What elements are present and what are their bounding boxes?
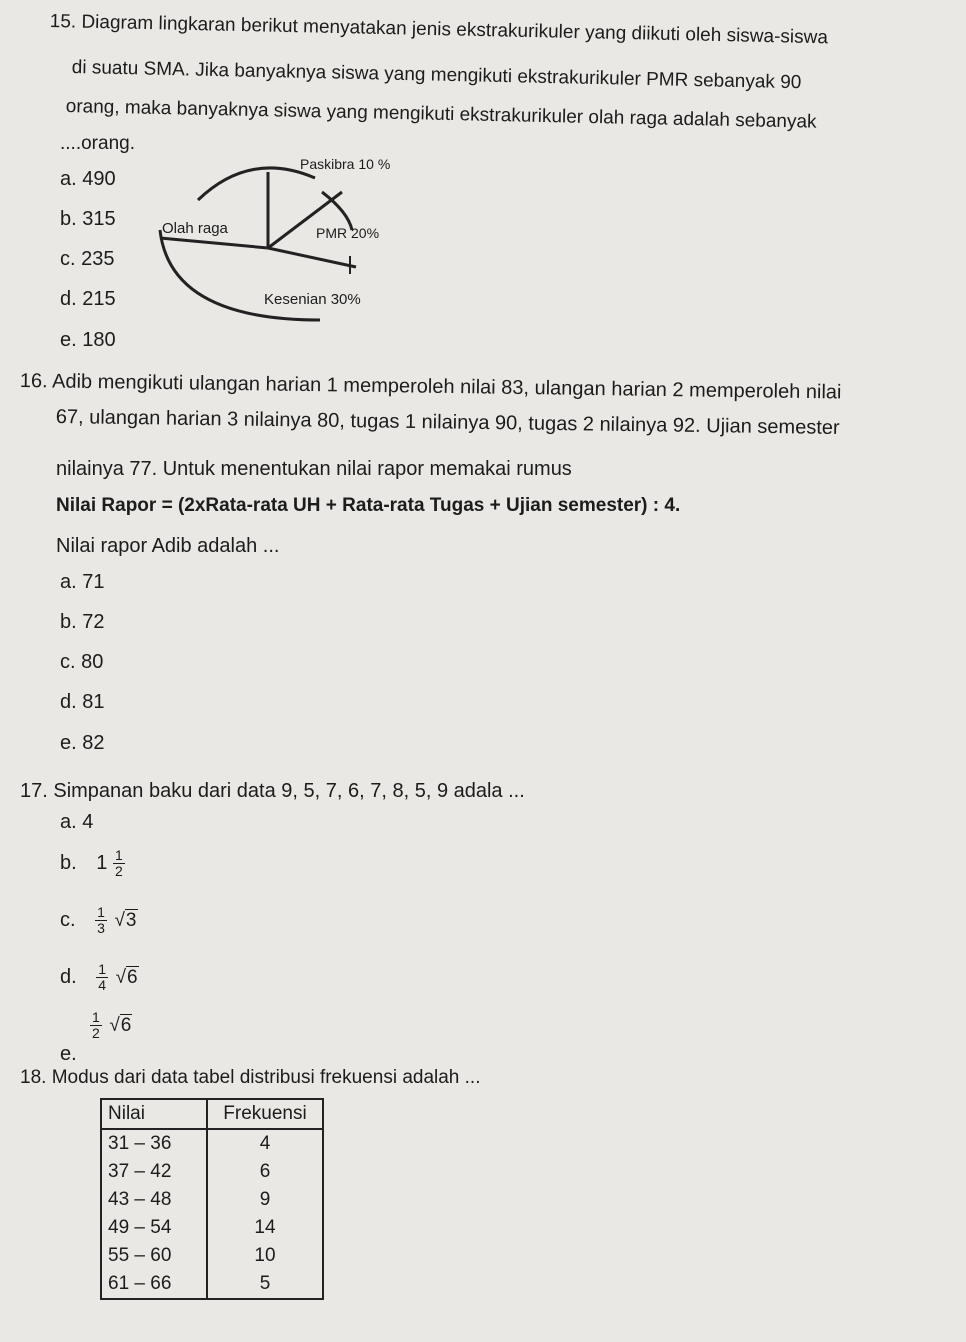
q17-option-e-label: e. [60, 1043, 77, 1065]
table-header-row [101, 1099, 323, 1129]
table-row [101, 1186, 323, 1214]
table-row [101, 1270, 323, 1299]
pie-outer-arc [198, 168, 315, 200]
pie-label-pmr: PMR 20% [316, 225, 380, 241]
q15-line-2: di suatu SMA. Jika banyaknya siswa yang mengikuti ekstrakurikuler PMR sebanyak 90 [71, 56, 802, 94]
q16-option-e: e. 82 [60, 732, 105, 754]
header-nilai: Nilai [101, 1099, 207, 1129]
cell-nilai: 37 – 42 [101, 1158, 207, 1186]
q17-option-e-math [90, 1010, 132, 1041]
cell-nilai: 61 – 66 [101, 1270, 207, 1299]
q15-option-a: a. 490 [60, 168, 116, 190]
q17-option-c-num: 1 [97, 904, 105, 920]
q17-option-e-den: 2 [92, 1025, 100, 1041]
table-row [101, 1129, 323, 1158]
slice-divider-pmr-kesenian [268, 248, 356, 267]
q16-question: Nilai rapor Adib adalah ... [56, 535, 280, 557]
q16-line-1: 16. Adib mengikuti ulangan harian 1 memperoleh nilai 83, ulangan harian 2 memperoleh nilai [19, 370, 842, 404]
q17-option-e-sqrt: √6 [109, 1014, 132, 1036]
q15-line-3: orang, maka banyaknya siswa yang mengikuti ekstrakurikuler olah raga adalah sebanyak [65, 95, 817, 133]
pie-label-kesenian: Kesenian 30% [264, 291, 361, 308]
cell-nilai: 49 – 54 [101, 1214, 207, 1242]
q15-option-c: c. 235 [60, 248, 115, 270]
q17-option-d-fraction [96, 962, 108, 993]
cell-frekuensi: 5 [207, 1270, 323, 1299]
q17-option-d [60, 962, 139, 993]
q17-option-b-fraction [113, 848, 125, 879]
q16-option-c: c. 80 [60, 651, 104, 673]
table-row [101, 1242, 323, 1270]
q17-option-c-radicand: 3 [125, 909, 137, 931]
cell-frekuensi: 10 [207, 1242, 323, 1270]
q17-option-c-sqrt: √3 [114, 909, 137, 931]
q17-option-d-den: 4 [98, 977, 107, 993]
q17-option-b-num: 1 [114, 847, 123, 863]
q17-option-d-sqrt: √6 [115, 966, 138, 988]
q16-option-b: b. 72 [60, 611, 105, 633]
q15-option-d: d. 215 [60, 288, 116, 310]
q15-line-1: 15. Diagram lingkaran berikut menyatakan jenis ekstrakurikuler yang diikuti oleh siswa-siswa [49, 10, 829, 49]
q17-option-a: a. 4 [60, 811, 94, 833]
q17-option-d-num: 1 [98, 961, 107, 977]
pie-label-olahraga: Olah raga [162, 220, 228, 237]
pie-label-paskibra: Paskibra 10 % [300, 156, 391, 172]
q15-option-e: e. 180 [60, 329, 116, 351]
cell-frekuensi: 14 [207, 1214, 323, 1242]
q17-option-b-whole: 1 [96, 851, 108, 874]
table-row [101, 1214, 323, 1242]
table-row [101, 1158, 323, 1186]
q17-line-1: 17. Simpanan baku dari data 9, 5, 7, 6, 7, 8, 5, 9 adala ... [20, 780, 525, 802]
cell-nilai: 43 – 48 [101, 1186, 207, 1214]
q17-option-e-num: 1 [92, 1009, 100, 1025]
q17-option-d-label: d. [60, 965, 77, 988]
q16-line-2: 67, ulangan harian 3 nilainya 80, tugas 1 nilainya 90, tugas 2 nilainya 92. Ujian semester [55, 406, 840, 439]
cell-nilai: 55 – 60 [101, 1242, 207, 1270]
cell-nilai: 31 – 36 [101, 1129, 207, 1158]
q17-option-e-radicand: 6 [120, 1014, 132, 1036]
q17-option-c-label: c. [60, 908, 76, 931]
q16-option-a: a. 71 [60, 571, 105, 593]
cell-frekuensi: 9 [207, 1186, 323, 1214]
q15-option-b: b. 315 [60, 208, 116, 230]
q15-line-4: ....orang. [60, 133, 135, 154]
q17-option-c-fraction [95, 905, 107, 936]
q17-option-b-label: b. [60, 851, 77, 874]
q16-formula: Nilai Rapor = (2xRata-rata UH + Rata-rata Tugas + Ujian semester) : 4. [56, 495, 681, 516]
slice-divider-kesenian-olahraga [160, 238, 268, 248]
header-frekuensi: Frekuensi [207, 1099, 323, 1129]
frequency-table [100, 1098, 324, 1300]
cell-frekuensi: 4 [207, 1129, 323, 1158]
q18-line-1: 18. Modus dari data tabel distribusi frekuensi adalah ... [20, 1067, 481, 1088]
pie-chart [150, 150, 410, 340]
cell-frekuensi: 6 [207, 1158, 323, 1186]
q17-option-b-den: 2 [114, 863, 123, 879]
q17-option-e-fraction [90, 1010, 102, 1041]
q17-option-b [60, 848, 127, 879]
q17-option-c-den: 3 [97, 920, 105, 936]
q17-option-d-radicand: 6 [127, 966, 138, 988]
q17-option-c [60, 905, 138, 936]
q16-option-d: d. 81 [60, 691, 105, 713]
q16-line-3: nilainya 77. Untuk menentukan nilai rapor memakai rumus [56, 458, 572, 480]
